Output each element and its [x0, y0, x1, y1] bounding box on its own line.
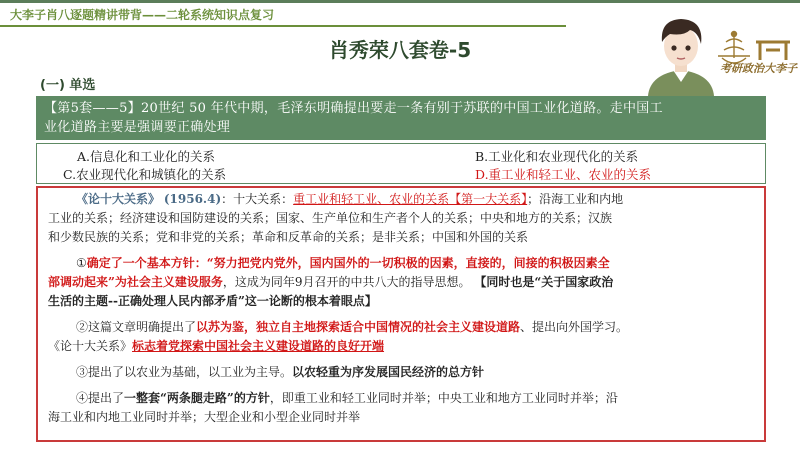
- option-c[interactable]: C.农业现代化和城镇化的关系: [63, 167, 227, 182]
- top-accent-bar: [0, 0, 800, 3]
- point-number: ③: [76, 365, 89, 379]
- point-number: ②: [76, 320, 89, 334]
- policy-highlight: 确定了一个基本方针：“努力把党内党外，国内国外的一切积极的因素，直接的，间接的积极因素全: [86, 256, 610, 270]
- relations-lead: ：十大关系：: [221, 192, 294, 206]
- point-text: 提出了: [88, 391, 125, 405]
- book-title-inline: 《论十大关系》: [48, 339, 133, 353]
- explanation-paragraph-5: [48, 389, 754, 427]
- brand-logo-text: 考研政治大李子: [720, 62, 797, 75]
- question-line-2: 业化道路主要是强调要正确处理: [44, 120, 231, 135]
- relations-text-line3: 和少数民族的关系；党和非党的关系；革命和反革命的关系；是非关系；中国和外国的关系: [48, 230, 529, 244]
- section-label: (一) 单选: [40, 78, 96, 93]
- explanation-paragraph-4: [48, 363, 754, 382]
- option-b[interactable]: B.工业化和农业现代化的关系: [475, 149, 639, 164]
- policy-note: ，这成为同年9月召开的中共八大的指导思想。: [222, 275, 471, 289]
- question-box: [36, 96, 766, 140]
- policy-bold-note: 【同时也是“关于国家政治: [474, 275, 614, 289]
- option-a[interactable]: A.信息化和工业化的关系: [77, 149, 216, 164]
- relations-text-line2: 工业的关系；经济建设和国防建设的关系；国家、生产单位和生产者个人的关系；中央和地方的关系；汉族: [48, 211, 613, 225]
- explanation-box: [36, 186, 766, 442]
- book-title: 《论十大关系》: [76, 192, 161, 206]
- two-legs-policy: 一整套“两条腿走路”的方针: [124, 391, 270, 405]
- course-banner: 大李子肖八逐题精讲带背——二轮系统知识点复习: [10, 8, 275, 22]
- question-line-1: 【第5套——5】20世纪 50 年代中期，毛泽东明确提出要走一条有别于苏联的中国工业化道路。走中国工: [44, 101, 663, 116]
- point-text: 这篇文章明确提出了: [88, 320, 197, 334]
- slide-title: 肖秀荣八套卷-5: [328, 38, 472, 62]
- point-text: ，即重工业和轻工业同时并举；中央工业和地方工业同时并举；沿: [269, 391, 618, 405]
- point-text-line2: 海工业和内地工业同时并举；大型企业和小型企业同时并举: [48, 410, 361, 424]
- policy-bold-note-cont: 生活的主题--正确处理人民内部矛盾”这一论断的根本着眼点】: [48, 294, 377, 308]
- first-relation-highlight: 重工业和轻工业、农业的关系【第一大关系】: [293, 192, 528, 206]
- book-date: (1956.4): [163, 192, 222, 206]
- point-number: ④: [76, 391, 89, 405]
- policy-highlight-cont: 部调动起来”为社会主义建设服务: [48, 275, 223, 289]
- policy-bold: 以农轻重为序发展国民经济的总方针: [292, 365, 485, 379]
- milestone-highlight: 标志着党探索中国社会主义建设道路的良好开端: [132, 339, 385, 353]
- banner-underline: [0, 25, 566, 27]
- point-number: ①: [76, 256, 87, 270]
- option-d-correct[interactable]: D.重工业和轻工业、农业的关系: [475, 167, 652, 182]
- relations-text: ；沿海工业和内地: [527, 192, 624, 206]
- explanation-paragraph-1: [48, 190, 754, 247]
- explanation-paragraph-2: [48, 254, 754, 311]
- point-text: 、提出向外国学习。: [520, 320, 629, 334]
- path-highlight: 以苏为鉴，独立自主地探索适合中国情况的社会主义建设道路: [196, 320, 521, 334]
- explanation-paragraph-3: [48, 318, 754, 356]
- point-text: 提出了以农业为基础，以工业为主导。: [88, 365, 293, 379]
- options-box: [36, 143, 766, 184]
